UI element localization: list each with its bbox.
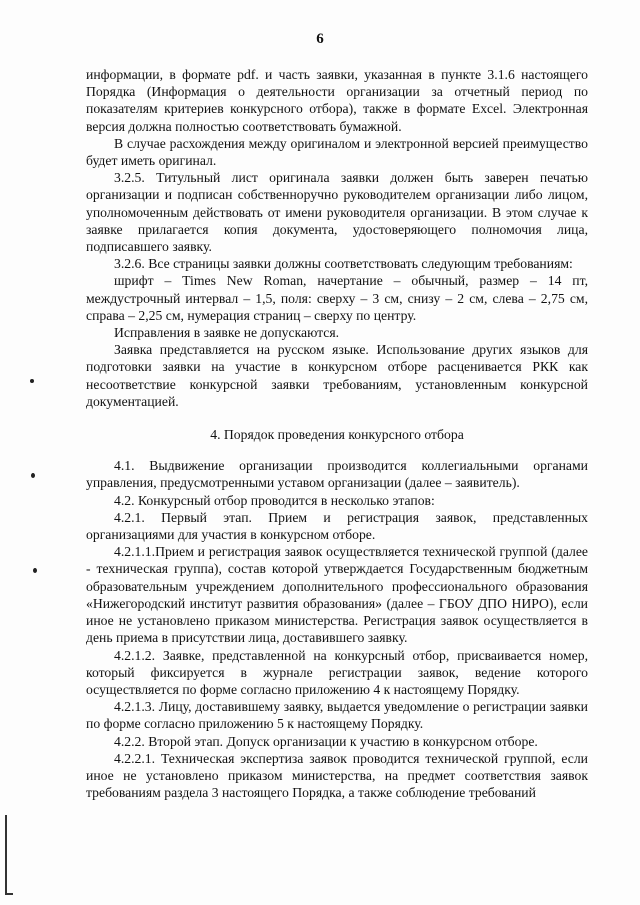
paragraph: 4.1. Выдвижение организации производится коллегиальными органами управления, предусмотренными уставом организации (далее – заявитель). [86, 458, 588, 491]
paragraph: Исправления в заявке не допускаются. [114, 325, 340, 341]
paragraph: 4.2.1.2. Заявке, представленной на конкурсный отбор, присваивается номер, который фиксируется в журнале регистрации заявок, ведение которого осуществляется по форме согласно приложению 4 к настоящему Порядку. [86, 647, 588, 697]
paragraph: шрифт – Times New Roman, начертание – обычный, размер – 14 пт, междустрочный интервал – 1,5, поля: сверху – 3 см, снизу – 2 см, слева – 2,75 см, справа – 2,25 см, нумерация страниц – сверху по центру. [86, 273, 588, 323]
paragraph: 4.2.1. Первый этап. Прием и регистрация заявок, представленных организациями для участия в конкурсном отборе. [86, 509, 588, 543]
page-number: 6 [316, 31, 324, 47]
paragraph: В случае расхождения между оригиналом и электронной версией преимущество будет иметь оригинал. [86, 135, 588, 169]
section-heading: 4. Порядок проведения конкурсного отбора [210, 427, 464, 443]
paragraph: Заявка представляется на русском языке. Использование других языков для подготовки заявки на участие в конкурсном отборе расценивается РКК как несоответствие конкурсной заявки требованиям, установленным конкурсной документацией. [86, 342, 588, 409]
paragraph: 3.2.5. Титульный лист оригинала заявки должен быть заверен печатью организации и подписан собственноручно руководителем организации либо лицом, уполномоченным действовать от имени руководителя организации. В этом случае к заявке прилагается копия документа, удостоверяющего полномочия лица, подписавшего заявку. [86, 170, 588, 255]
paragraph: 4.2.1.3. Лицу, доставившему заявку, выдается уведомление о регистрации заявки по форме согласно приложению 5 к настоящему Порядку. [86, 699, 588, 732]
paragraph: 4.2.2.1. Техническая экспертиза заявок проводится технической группой, если иное не установлено приказом министерства, на предмет соответствия заявок требованиям раздела 3 настоящего Порядка, а также соблюдение требований [86, 750, 588, 801]
document-body [86, 66, 588, 801]
paragraph: информации, в формате pdf. и часть заявки, указанная в пункте 3.1.6 настоящего Порядка (Информация о деятельности организации за отчетный период по показателям критериев конкурсного отбора), также в формате Excel. Электронная версия должна полностью соответствовать бумажной. [86, 67, 588, 134]
paragraph: 4.2.2. Второй этап. Допуск организации к участию в конкурсном отборе. [114, 733, 538, 749]
scan-edge-line [5, 893, 13, 895]
paragraph: 3.2.6. Все страницы заявки должны соответствовать следующим требованиям: [114, 256, 573, 272]
paragraph: 4.2. Конкурсный отбор проводится в несколько этапов: [114, 492, 435, 508]
scan-dot [30, 379, 34, 383]
scan-dot [33, 568, 37, 573]
scan-edge-line [5, 815, 7, 895]
paragraph: 4.2.1.1.Прием и регистрация заявок осуществляется технической группой (далее - техническая группа), состав которой утверждается Государственным бюджетным образовательным учреждением дополнительного профессионального образования «Нижегородский институт развития образования» (далее – ГБОУ ДПО НИРО), если иное не установлено приказом министерства. Регистрация заявок осуществляется в день приема в присутствии лица, доставившего заявку. [86, 544, 588, 646]
scan-dot [31, 473, 35, 478]
